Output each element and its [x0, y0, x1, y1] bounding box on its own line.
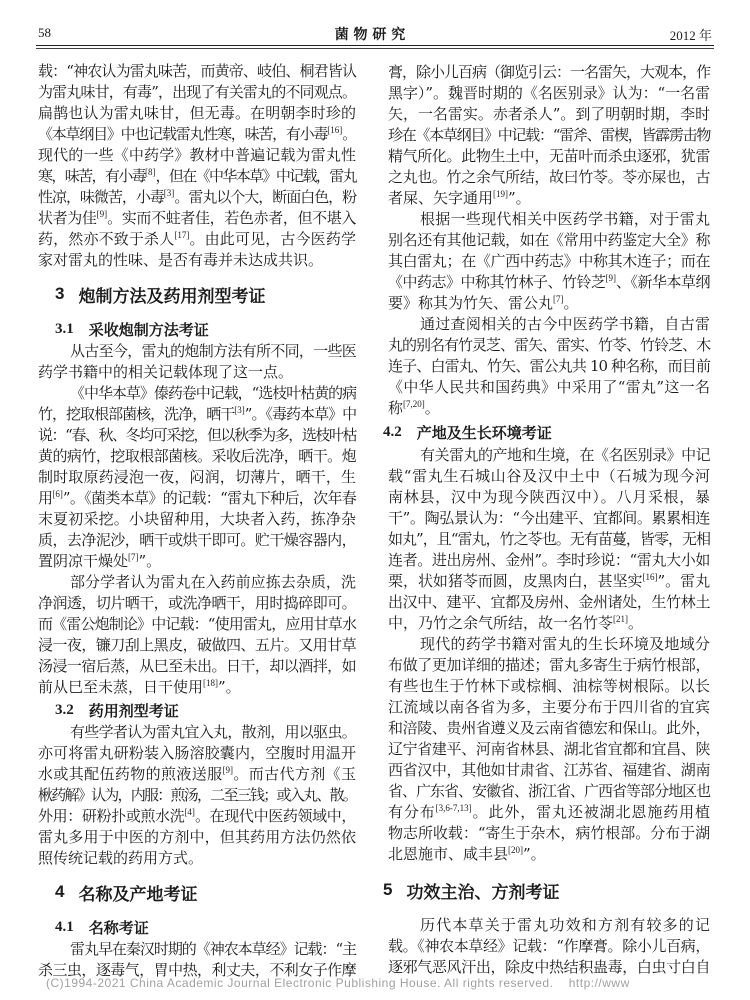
journal-title: 菌 物 研 究 — [334, 27, 406, 43]
text-line: 北恩施市、咸丰县[20]”。 — [388, 845, 546, 863]
subsection-heading — [383, 419, 710, 445]
text-line: 制时取原药浸泡一夜，闷润，切薄片，晒干，生 — [38, 468, 356, 486]
text-line: 水或其配伍药物的煎液送服[9]。而古代方剂《玉 — [38, 765, 356, 783]
text-line: 寒，味苦，有小毒[8]，但在《中华本草》中记载，雷丸 — [38, 167, 356, 185]
text-line: 而《雷公炮制论》中记载：“使用雷丸，应用甘草水 — [38, 615, 356, 633]
text-line: 载。《神农本草经》记载：“作摩膏。除小儿百病， — [388, 937, 710, 955]
citation-marker: [16] — [642, 572, 658, 582]
text-line: 其白雷丸；在《广西中药志》中称其木连子；而在 — [388, 252, 710, 270]
paragraph — [38, 383, 356, 572]
citation-marker: [4] — [184, 807, 195, 817]
text-line: 外用：研粉扑或煎水洗[4]。在现代中医药领域中， — [38, 807, 357, 825]
section-title: 功效主治、方剂考证 — [406, 882, 560, 903]
text-line: 状者为佳[9]。实而不蛀者佳，若色赤者，但不堪入 — [38, 209, 356, 227]
citation-marker: [17] — [174, 230, 190, 240]
text-line: 有关雷丸的产地和生境，在《名医别录》中记 — [420, 446, 710, 464]
text-line: 之丸也。竹之余气所结，故曰竹苓。苓亦屎也，古 — [388, 168, 710, 186]
paragraph — [388, 314, 710, 419]
section-heading — [383, 865, 710, 915]
text-line: 辽宁省建平、河南省林县、湖北省宜都和宜昌、陕 — [388, 740, 710, 758]
text-line: 出汉中、建平、宜都及房州、金州诸处，生竹林土 — [388, 593, 710, 611]
text-line: 黄的病竹，挖取根部菌核。采收后洗净，晒干。炮 — [38, 447, 356, 465]
citation-marker: [3] — [163, 188, 175, 198]
text-line: 照传统记载的药用方式。 — [38, 849, 204, 867]
subsection-title: 产地及生长环境考证 — [416, 423, 552, 442]
text-line: 干”。陶弘景认为：“今出建平、宜都间。累累相连 — [388, 509, 710, 527]
text-line: 如丸”，且“雷丸，竹之苓也。无有苗蔓，皆零，无相 — [388, 530, 710, 548]
text-line: 要》称其为竹矢、雷公丸[7]。 — [388, 294, 579, 312]
citation-marker: [21] — [613, 614, 629, 624]
text-line: 有分布[3,6-7,13]。此外，雷丸还被湖北恩施药用植 — [388, 803, 710, 821]
text-line: 《中华人民共和国药典》中采用了“雷丸”这一名 — [388, 378, 710, 396]
text-line: 矢，一名雷实。赤者杀人”。到了明朝时期，李时 — [388, 105, 710, 123]
subsection-heading — [38, 698, 356, 722]
section-title: 名称及产地考证 — [78, 884, 198, 905]
text-line: 质，去净泥沙，晒干或烘干即可。贮干燥容器内， — [38, 531, 356, 549]
text-line: 称[7,20]。 — [388, 399, 440, 417]
text-line: 膏，除小儿百病（御览引云：一名雷矢，大观本，作 — [388, 63, 710, 81]
citation-marker: [7] — [128, 552, 139, 562]
section-heading — [38, 271, 356, 317]
subsection-title: 采收炮制方法考证 — [88, 320, 209, 339]
paragraph — [388, 62, 710, 209]
citation-marker: [7] — [553, 294, 564, 304]
text-line: 黑字）”。魏晋时期的《名医别录》认为：“一名雷 — [388, 84, 710, 102]
text-line: 部分学者认为雷丸在入药前应拣去杂质，洗 — [70, 573, 356, 591]
subsection-number: 4.1 — [55, 918, 74, 935]
citation-marker: [3,6-7,13] — [435, 803, 472, 813]
citation-marker: [3] — [234, 405, 245, 415]
citation-marker: [6] — [52, 489, 63, 499]
text-line: 有些学者认为雷丸宜入丸，散剂，用以驱虫。 — [70, 723, 356, 741]
text-line: 栗，状如猪苓而圆，皮黑肉白，甚坚实[16]”。雷丸 — [388, 572, 710, 590]
text-line: 楸药解》认为，内服：煎汤，二至三钱；或入丸、散。 — [38, 786, 356, 804]
header-rule — [36, 45, 714, 49]
text-line: 连者。进出房州、金州”。李时珍说：“雷丸大小如 — [388, 551, 710, 569]
text-line: 丸的别名有竹灵芝、雷矢、雷实、竹苓、竹铃芝、木 — [388, 336, 710, 354]
text-line: 为雷丸味甘，有毒”，出现了有关雷丸的不同观点。 — [38, 83, 356, 101]
citation-marker: [20] — [508, 845, 524, 855]
citation-marker: [18] — [203, 678, 219, 688]
citation-marker: [9] — [96, 209, 108, 219]
text-line: 南林县，汉中为现今陕西汉中）。八月采根，暴 — [388, 488, 710, 506]
text-line: 扁鹊也认为雷丸味甘，但无毒。在明朝李时珍的 — [38, 104, 356, 122]
section-number: 4 — [55, 882, 65, 901]
text-line: 说：“春、秋、冬均可采挖，但以秋季为多，选枝叶枯 — [38, 426, 356, 444]
section-title: 炮制方法及药用剂型考证 — [78, 286, 266, 307]
paragraph — [388, 445, 710, 634]
text-line: 江流域以南各省为多，主要分布于四川省的宜宾 — [388, 698, 710, 716]
text-line: 前从巳至未蒸，日干使用[18]”。 — [38, 678, 241, 696]
text-line: 珍在《本草纲目》中记载：“雷斧、雷楔，皆霹雳击物 — [388, 126, 710, 144]
subsection-title: 名称考证 — [88, 918, 149, 937]
text-line: 药，然亦不致于杀人[17]。由此可见，古今医药学 — [38, 230, 356, 248]
citation-marker: [7,20] — [403, 399, 425, 409]
text-line: 有些也生于竹林下或棕榈、油棕等树根际。以长 — [388, 677, 710, 695]
citation-marker: [19] — [493, 189, 509, 199]
text-line: 末夏初采挖。小块留种用，大块者入药，拣净杂 — [38, 510, 356, 528]
text-line: 历代本草关于雷丸功效和方剂有较多的记 — [420, 916, 710, 934]
text-line: 亦可将雷丸研粉装入肠溶胶囊内，空腹时用温开 — [38, 744, 356, 762]
citation-marker: [16] — [327, 125, 343, 135]
text-line: 竹，挖取根部菌核，洗净，晒干[3]”。《毒药本草》中 — [38, 405, 356, 423]
paragraph — [38, 939, 356, 981]
text-line: 布做了更加详细的描述；雷丸多寄生于病竹根部， — [388, 656, 710, 674]
left-column — [38, 61, 356, 981]
paragraph — [38, 341, 356, 383]
subsection-number: 4.2 — [383, 423, 402, 440]
text-line: 中，乃竹之余气所结，故一名竹苓[21]。 — [388, 614, 644, 632]
text-line: 现代的一些《中药学》教材中普遍记载为雷丸性 — [38, 146, 356, 164]
text-line: 汤浸一宿后蒸，从巳至未出。日干，却以酒拌，如 — [38, 657, 356, 675]
text-line: 连子、白雷丸、竹矢、雷公丸共 10 种名称，而目前 — [388, 357, 710, 375]
text-line: 浸一夜，镰刀刮上黑皮，破做四、五片。又用甘草 — [38, 636, 356, 654]
text-line: 药学书籍中的相关记载体现了这一点。 — [38, 363, 294, 381]
text-line: 别名还有其他记载，如在《常用中药鉴定大全》称 — [388, 231, 710, 249]
citation-marker: [9] — [222, 765, 233, 775]
paragraph — [388, 209, 710, 314]
text-line: 家对雷丸的性味、是否有毒并未达成共识。 — [38, 251, 324, 269]
subsection-number: 3.1 — [55, 320, 74, 337]
paragraph — [388, 634, 710, 865]
subsection-title: 药用剂型考证 — [88, 701, 179, 720]
right-column — [383, 62, 710, 978]
paragraph — [38, 572, 356, 698]
text-line: 西省汉中，其他如甘肃省、江苏省、福建省、湖南 — [388, 761, 710, 779]
section-heading — [38, 869, 356, 915]
text-line: 载“雷丸生石城山谷及汉中土中（石城为现今河 — [388, 467, 710, 485]
text-line: 根据一些现代相关中医药学书籍，对于雷丸 — [420, 210, 710, 228]
citation-marker: [9] — [605, 273, 616, 283]
text-line: 雷丸早在秦汉时期的《神农本草经》记载：“主 — [70, 940, 356, 958]
text-line: 性凉，味微苦，小毒[3]。雷丸以个大，断面白色，粉 — [38, 188, 356, 206]
paragraph — [38, 722, 356, 869]
page-number: 58 — [38, 25, 51, 40]
text-line: 和涪陵、贵州省遵义及云南省德宏和保山。此外， — [388, 719, 710, 737]
text-line: 通过查阅相关的古今中医药学书籍，自古雷 — [420, 315, 710, 333]
text-line: 省、广东省、安徽省、浙江省、广西省等部分地区也 — [388, 782, 710, 800]
subsection-number: 3.2 — [55, 701, 74, 718]
text-line: 者屎、矢字通用[19]”。 — [388, 189, 531, 207]
copyright-watermark: (C)1994-2021 China Academic Journal Electronic Publishing House. All rights reserved. http://www — [46, 976, 630, 990]
text-line: 精气所化。此物生土中，无苗叶而杀虫逐邪，犹雷 — [388, 147, 710, 165]
text-line: 净润透，切片晒干，或洗净晒干，用时捣碎即可。 — [38, 594, 356, 612]
text-line: 《中药志》中称其竹林子、竹铃芝[9]、《新华本草纲 — [388, 273, 710, 291]
paragraph — [38, 61, 356, 271]
publication-year: 2012 年 — [669, 28, 712, 43]
text-line: 从古至今，雷丸的炮制方法有所不同，一些医 — [70, 342, 356, 360]
subsection-heading — [38, 317, 356, 341]
text-line: 载：“神农认为雷丸味苦，而黄帝、岐伯、桐君皆认 — [38, 62, 356, 80]
section-number: 3 — [55, 284, 65, 303]
text-line: 逐邪气恶风汗出，除皮中热结积蛊毒，白虫寸白自 — [388, 958, 710, 976]
paragraph — [388, 915, 710, 978]
text-line: 物志所收载：“寄生于杂木，病竹根部。分布于湖 — [388, 824, 710, 842]
text-line: 置阴凉干燥处[7]”。 — [38, 552, 162, 570]
text-line: 杀三虫，逐毒气，胃中热，利丈夫，不利女子作摩 — [38, 961, 356, 979]
text-line: 《中华本草》傣药卷中记载，“选枝叶枯黄的病 — [70, 384, 356, 402]
section-number: 5 — [383, 880, 393, 899]
text-line: 用[6]”。《菌类本草》的记载：“雷丸下种后，次年春 — [38, 489, 356, 507]
text-line: 雷丸多用于中医的方剂中，但其药用方法仍然依 — [38, 828, 356, 846]
subsection-heading — [38, 915, 356, 939]
text-line: 《本草纲目》中也记载雷丸性寒，味苦，有小毒[16]。 — [38, 125, 356, 143]
citation-marker: [8] — [144, 167, 156, 177]
text-line: 现代的药学书籍对雷丸的生长环境及地域分 — [420, 635, 710, 653]
